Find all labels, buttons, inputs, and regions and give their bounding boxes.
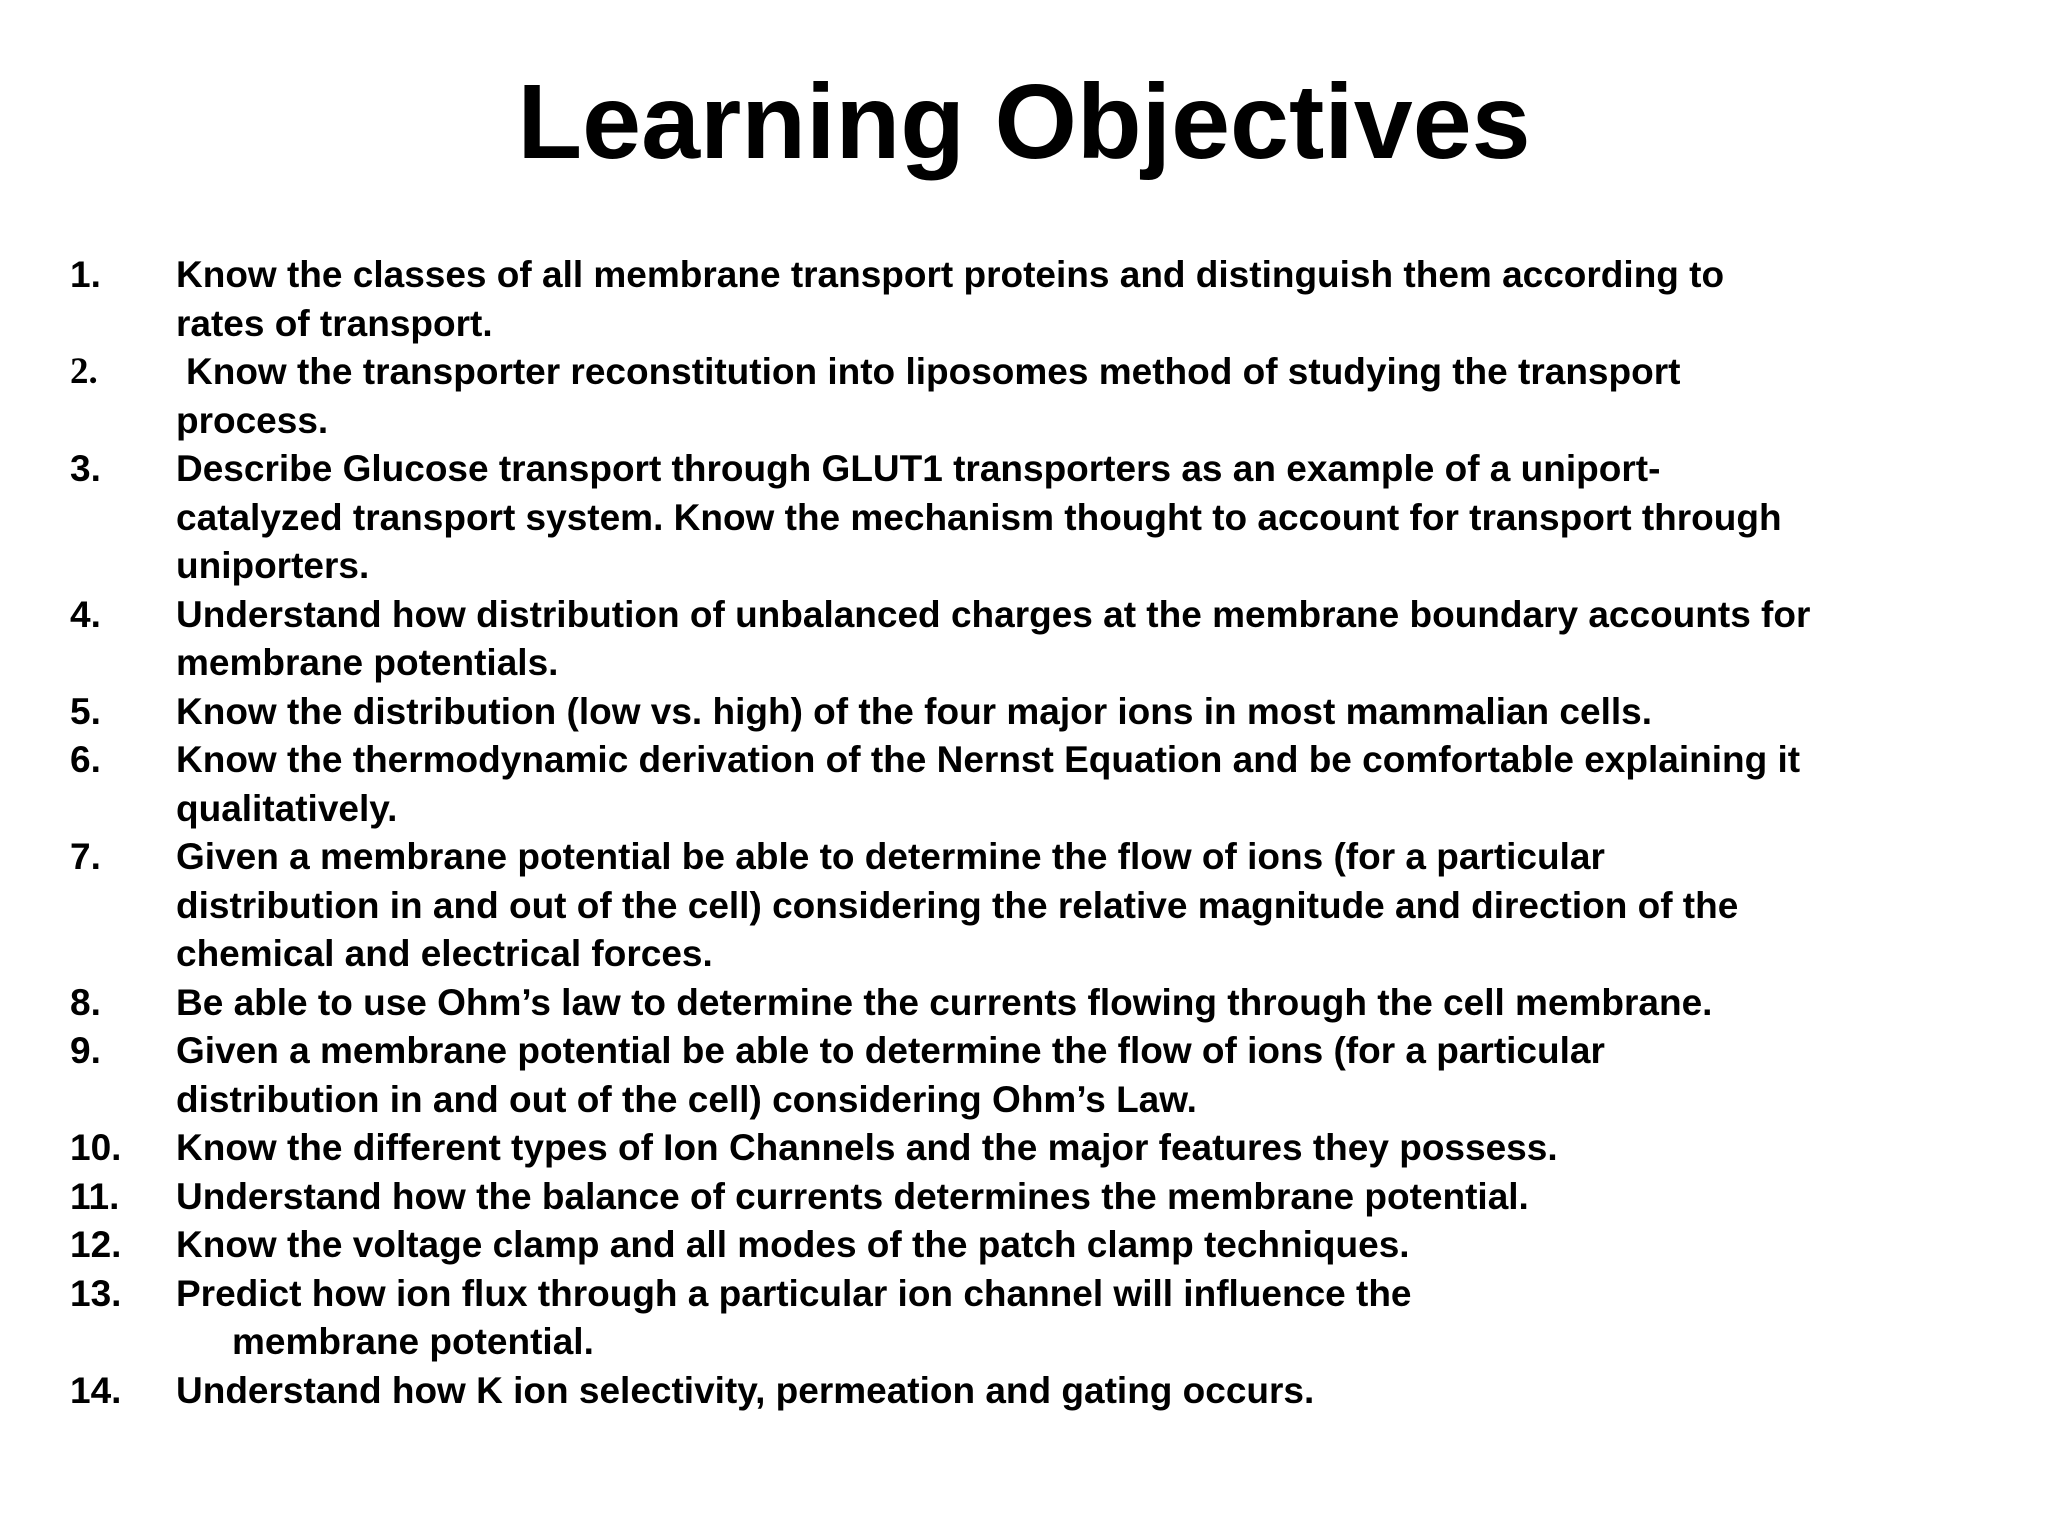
objective-line: uniporters. [176,545,370,586]
objective-number: 13. [70,1272,122,1314]
objective-line: Understand how the balance of currents determines the membrane potential. [176,1175,1529,1217]
objective-number: 4. [70,593,101,635]
objective-line: Be able to use Ohm’s law to determine the currents flowing through the cell membrane. [176,981,1713,1023]
slide-title: Learning Objectives [517,63,1531,181]
objective-text [176,979,1970,1028]
objective-item [70,251,1970,348]
objective-item [70,591,1970,688]
objective-line: Understand how K ion selectivity, permeation and gating occurs. [176,1369,1315,1411]
objective-line: Given a membrane potential be able to determine the flow of ions (for a particular [176,836,1605,877]
objective-item [70,1367,1970,1416]
objective-line: membrane potential. [232,1321,594,1362]
objective-text [176,1221,1970,1270]
objective-item [70,833,1970,979]
objective-line: chemical and electrical forces. [176,933,713,974]
objective-line: Predict how ion flux through a particular ion channel will influence the [176,1272,1412,1314]
objective-line: distribution in and out of the cell) considering the relative magnitude and direction of the [176,884,1739,926]
objective-line: Given a membrane potential be able to determine the flow of ions (for a particular [176,1030,1605,1071]
objective-number: 7. [70,836,101,877]
objective-line: Know the thermodynamic derivation of the Nernst Equation and be comfortable explaining it [176,739,1801,780]
objective-item [70,736,1970,833]
objective-line: membrane potentials. [176,642,559,683]
objective-line: Know the distribution (low vs. high) of the four major ions in most mammalian cells. [176,690,1653,732]
objective-number: 9. [70,1030,101,1071]
objective-item [70,1124,1970,1173]
objective-number: 2. [70,351,98,392]
objective-line: Know the voltage clamp and all modes of the patch clamp techniques. [176,1224,1410,1265]
objective-line: catalyzed transport system. Know the mechanism thought to account for transport through [176,496,1782,538]
objective-line: Know the different types of Ion Channels and the major features they possess. [176,1127,1558,1168]
objective-line: rates of transport. [176,302,493,344]
objectives-list [70,251,1970,1415]
objective-number: 8. [70,981,101,1023]
objective-item [70,348,1970,445]
objective-line: Know the transporter reconstitution into liposomes method of studying the transport [186,351,1681,392]
objective-number: 11. [70,1175,120,1217]
objective-text [176,688,1970,737]
objective-item [70,1221,1970,1270]
objective-text [176,348,1970,445]
objective-line: Know the classes of all membrane transport proteins and distinguish them according to [176,254,1725,295]
objective-number: 6. [70,739,101,780]
objective-item [70,979,1970,1028]
objective-number: 3. [70,448,101,489]
objective-number: 14. [70,1369,122,1411]
objective-item [70,1173,1970,1222]
objective-text [176,1027,1970,1124]
objective-text [176,1367,1970,1416]
objective-text [176,736,1970,833]
objective-text [176,1124,1970,1173]
objective-number: 12. [70,1224,122,1265]
objective-text [176,591,1970,688]
objective-item [70,1027,1970,1124]
objective-number: 5. [70,690,101,732]
objective-line: Describe Glucose transport through GLUT1 transporters as an example of a uniport- [176,448,1661,489]
objective-line: qualitatively. [176,787,398,829]
objective-line: Understand how distribution of unbalanced charges at the membrane boundary accounts for [176,593,1811,635]
objective-line: process. [176,399,329,441]
objective-text [176,833,1970,979]
objective-item [70,688,1970,737]
objective-item [70,1270,1970,1367]
objective-text [176,445,1970,591]
objective-text [176,1173,1970,1222]
objective-line: distribution in and out of the cell) considering Ohm’s Law. [176,1078,1197,1120]
objective-text [176,1270,1970,1367]
objective-item [70,445,1970,591]
objective-text [176,251,1970,348]
objective-number: 1. [70,254,101,295]
objective-number: 10. [70,1127,122,1168]
